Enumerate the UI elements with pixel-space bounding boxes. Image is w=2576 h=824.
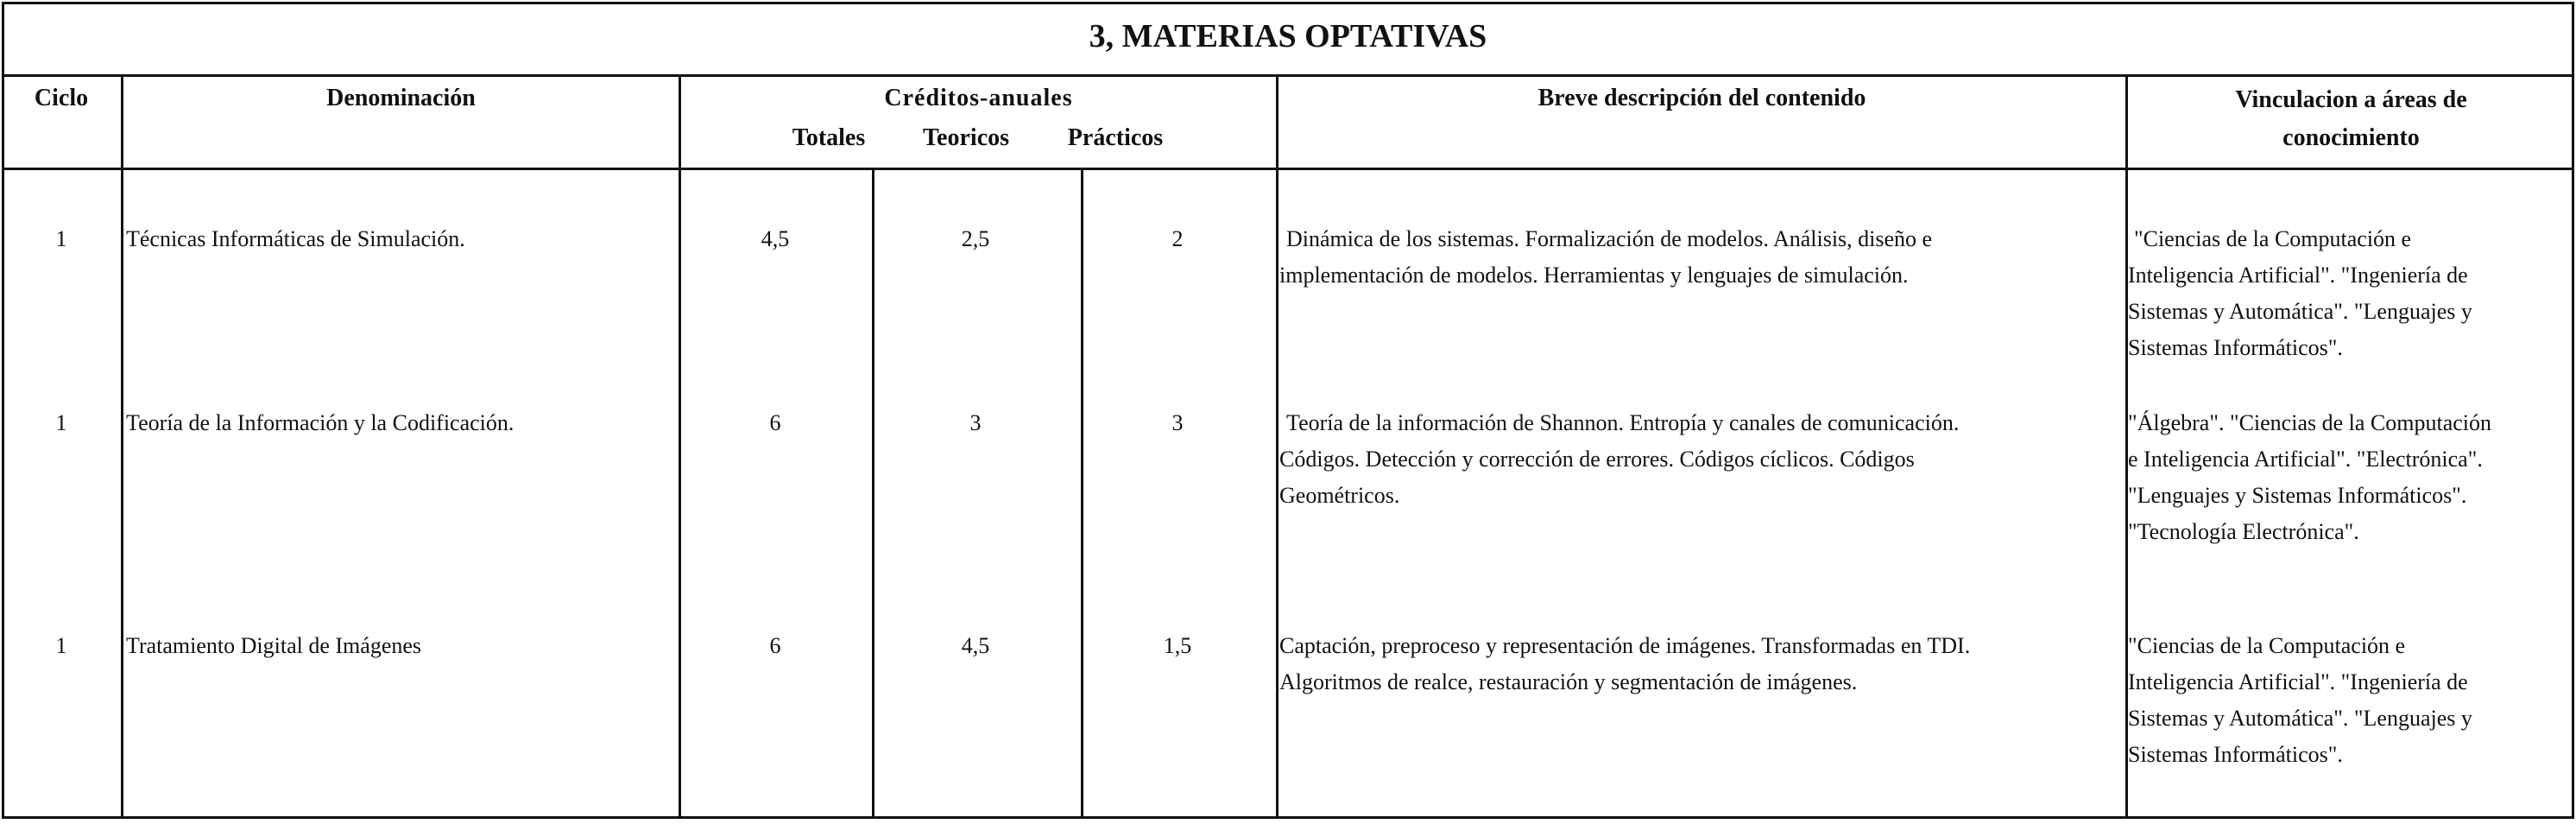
col-divider-teoricos (1081, 168, 1083, 819)
row1-totales: 4,5 (761, 226, 790, 251)
row2-vinculacion-line3: "Lenguajes y Sistemas Informáticos". (2128, 483, 2467, 508)
header-vinculacion-line2: conocimiento (2282, 124, 2420, 151)
row2-ciclo: 1 (55, 410, 67, 435)
row1-practicos: 2 (1171, 226, 1184, 251)
row3-vinculacion-line4: Sistemas Informáticos". (2128, 742, 2343, 767)
col-divider-ciclo (121, 74, 123, 819)
row1-vinculacion-line3: Sistemas y Automática". "Lenguajes y (2128, 299, 2472, 324)
header-practicos: Prácticos (1067, 124, 1164, 151)
row3-practicos: 1,5 (1163, 633, 1192, 658)
row2-descripcion-line1: Teoría de la información de Shannon. Entropía y canales de comunicación. (1286, 410, 1960, 435)
row3-totales: 6 (769, 633, 781, 658)
col-divider-denominacion (679, 74, 681, 819)
row2-descripcion-line3: Geométricos. (1279, 483, 1400, 508)
row1-ciclo: 1 (55, 226, 67, 251)
header-teoricos: Teoricos (922, 124, 1010, 151)
row1-vinculacion-line4: Sistemas Informáticos". (2128, 335, 2343, 360)
header-totales: Totales (792, 124, 866, 151)
row2-teoricos: 3 (969, 410, 982, 435)
row2-vinculacion-line4: "Tecnología Electrónica". (2128, 519, 2359, 544)
row3-denominacion: Tratamiento Digital de Imágenes (126, 633, 422, 658)
title-divider (2, 74, 2574, 77)
row1-vinculacion-line1: "Ciencias de la Computación e (2134, 226, 2412, 251)
row3-descripcion-line1: Captación, preproceso y representación de imágenes. Transformadas en TDI. (1279, 633, 1971, 658)
row2-denominacion: Teoría de la Información y la Codificación. (126, 410, 515, 435)
row2-practicos: 3 (1171, 410, 1184, 435)
header-descripcion: Breve descripción del contenido (1537, 85, 1866, 111)
page-title: 3, MATERIAS OPTATIVAS (1089, 18, 1487, 54)
header-creditos: Créditos-anuales (884, 85, 1073, 111)
row2-vinculacion-line1: "Álgebra". "Ciencias de la Computación (2128, 410, 2492, 435)
row2-descripcion-line2: Códigos. Detección y corrección de errores. Códigos cíclicos. Códigos (1279, 447, 1915, 472)
header-ciclo: Ciclo (34, 85, 89, 111)
row3-descripcion-line2: Algoritmos de realce, restauración y segmentación de imágenes. (1279, 669, 1858, 694)
row3-vinculacion-line3: Sistemas y Automática". "Lenguajes y (2128, 706, 2472, 731)
row3-ciclo: 1 (55, 633, 67, 658)
row1-teoricos: 2,5 (961, 226, 990, 251)
col-divider-creditos (1276, 74, 1279, 819)
col-divider-totales (872, 168, 874, 819)
row1-vinculacion-line2: Inteligencia Artificial". "Ingeniería de (2128, 263, 2468, 288)
row1-denominacion: Técnicas Informáticas de Simulación. (126, 226, 465, 251)
row3-teoricos: 4,5 (961, 633, 990, 658)
header-vinculacion-line1: Vinculacion a áreas de (2235, 86, 2467, 113)
header-denominacion: Denominación (326, 85, 476, 111)
row1-descripcion-line2: implementación de modelos. Herramientas y lenguajes de simulación. (1279, 263, 1909, 288)
header-divider (2, 168, 2574, 170)
row2-totales: 6 (769, 410, 781, 435)
row1-descripcion-line1: Dinámica de los sistemas. Formalización de modelos. Análisis, diseño e (1286, 226, 1933, 251)
row2-vinculacion-line2: e Inteligencia Artificial". "Electrónica". (2128, 447, 2483, 472)
row3-vinculacion-line2: Inteligencia Artificial". "Ingeniería de (2128, 669, 2468, 694)
row3-vinculacion-line1: "Ciencias de la Computación e (2128, 633, 2406, 658)
